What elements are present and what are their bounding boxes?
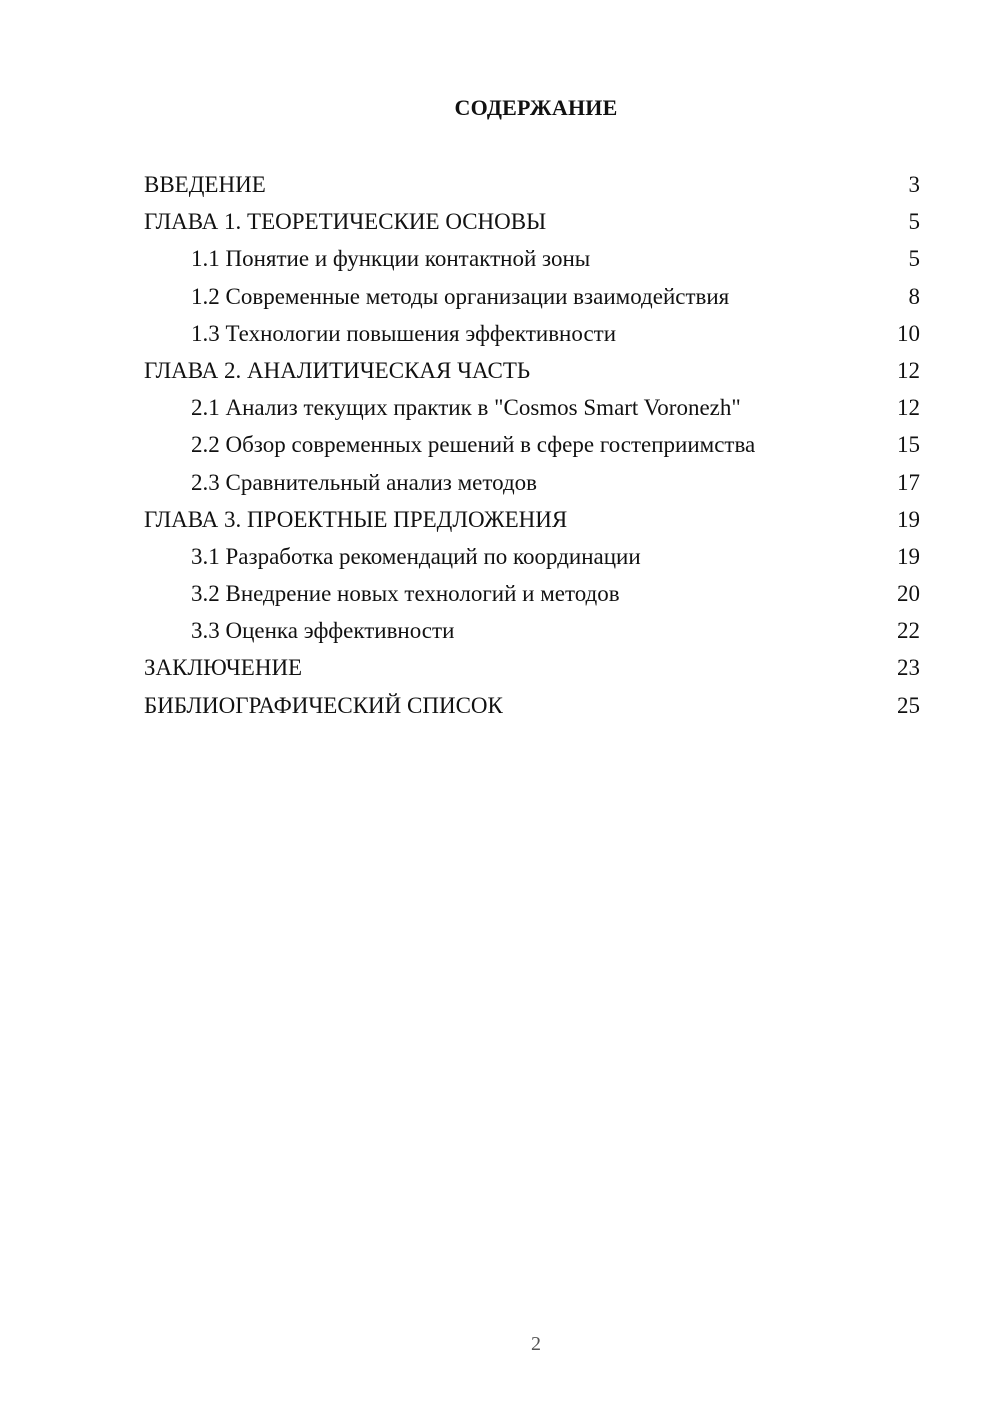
toc-entry-page: 10 <box>897 320 920 346</box>
toc-entry-section-2-2[interactable] <box>144 426 920 463</box>
toc-entry-label: 1.2 Современные методы организации взаимодействия <box>191 283 730 309</box>
toc-entry-label: 1.1 Понятие и функции контактной зоны <box>191 246 591 272</box>
toc-entry-page: 25 <box>897 692 920 718</box>
toc-entry-page: 8 <box>908 283 920 309</box>
toc-entry-label: 3.1 Разработка рекомендаций по координации <box>191 543 641 569</box>
toc-entry-section-1-1[interactable] <box>144 240 920 277</box>
toc-entry-conclusion[interactable] <box>144 649 920 686</box>
toc-title: СОДЕРЖАНИЕ <box>454 95 618 120</box>
toc-entry-page: 12 <box>897 357 920 383</box>
toc-entry-label: 3.3 Оценка эффективности <box>191 618 455 644</box>
toc-entry-label: ГЛАВА 1. ТЕОРЕТИЧЕСКИЕ ОСНОВЫ <box>144 209 547 235</box>
toc-entry-section-3-3[interactable] <box>144 612 920 649</box>
toc-entry-page: 22 <box>897 618 920 644</box>
toc-entry-label: 1.3 Технологии повышения эффективности <box>191 320 617 346</box>
toc-entry-label: ГЛАВА 2. АНАЛИТИЧЕСКАЯ ЧАСТЬ <box>144 357 531 383</box>
toc-entry-chapter-3[interactable] <box>144 501 920 538</box>
toc-list <box>144 166 920 724</box>
toc-entry-page: 19 <box>897 506 920 532</box>
toc-entry-page: 3 <box>908 172 920 197</box>
toc-entry-label: ВВЕДЕНИЕ <box>144 172 266 197</box>
toc-entry-label: 2.1 Анализ текущих практик в "Cosmos Smart Voronezh" <box>191 395 741 421</box>
page-number: 2 <box>531 1333 541 1355</box>
toc-entry-section-1-2[interactable] <box>144 278 920 315</box>
toc-entry-label: 3.2 Внедрение новых технологий и методов <box>191 581 620 607</box>
toc-entry-page: 5 <box>908 246 920 272</box>
toc-entry-label: ГЛАВА 3. ПРОЕКТНЫЕ ПРЕДЛОЖЕНИЯ <box>144 506 568 532</box>
toc-entry-bibliography[interactable] <box>144 687 920 724</box>
toc-entry-section-2-3[interactable] <box>144 464 920 501</box>
toc-entry-page: 19 <box>897 543 920 569</box>
toc-entry-section-2-1[interactable] <box>144 389 920 426</box>
toc-entry-label: 2.2 Обзор современных решений в сфере гостеприимства <box>191 432 756 458</box>
toc-entry-introduction[interactable] <box>144 166 920 203</box>
toc-entry-chapter-1[interactable] <box>144 203 920 240</box>
toc-entry-page: 5 <box>908 209 920 235</box>
toc-entry-chapter-2[interactable] <box>144 352 920 389</box>
toc-entry-page: 12 <box>897 395 920 421</box>
toc-entry-page: 15 <box>897 432 920 458</box>
toc-entry-page: 20 <box>897 581 920 607</box>
toc-entry-label: БИБЛИОГРАФИЧЕСКИЙ СПИСОК <box>144 692 503 718</box>
toc-entry-page: 23 <box>897 655 920 681</box>
toc-entry-page: 17 <box>897 469 920 495</box>
toc-entry-label: ЗАКЛЮЧЕНИЕ <box>144 655 303 681</box>
toc-entry-label: 2.3 Сравнительный анализ методов <box>191 469 538 495</box>
toc-entry-section-3-2[interactable] <box>144 575 920 612</box>
toc-entry-section-3-1[interactable] <box>144 538 920 575</box>
toc-entry-section-1-3[interactable] <box>144 315 920 352</box>
